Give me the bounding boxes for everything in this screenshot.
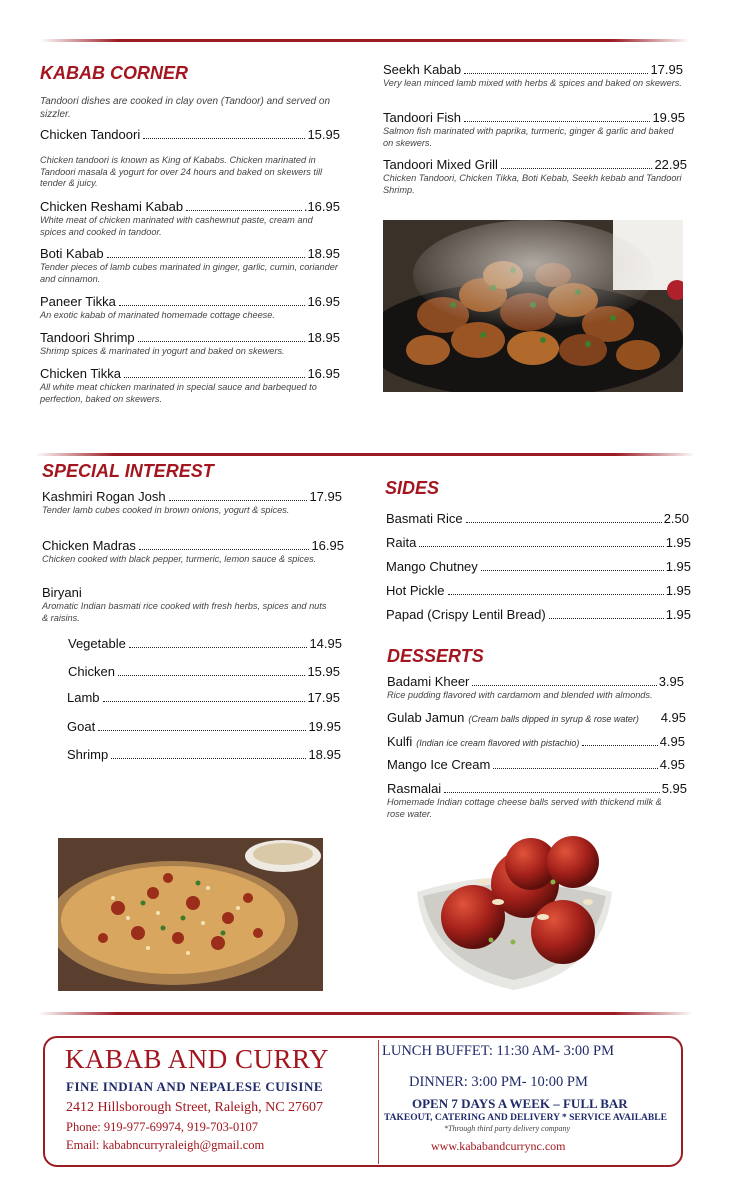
dot-leader: [549, 618, 664, 619]
tandoori-platter-illustration: [383, 220, 683, 392]
item-price: 1.95: [665, 559, 691, 574]
item-description: Very lean minced lamb mixed with herbs & spices and baked on skewers.: [383, 78, 682, 88]
item-name: Paneer Tikka: [40, 294, 116, 309]
service-availability: TAKEOUT, CATERING AND DELIVERY * SERVICE AVAILABLE: [384, 1113, 667, 1123]
item-price: 18.95: [307, 330, 340, 345]
menu-item-tandoori-mixed-grill: [383, 157, 687, 196]
kabab-corner-intro: Tandoori dishes are cooked in clay oven (Tandoor) and served on sizzler.: [40, 96, 330, 120]
item-price: 19.95: [652, 110, 685, 125]
item-name: Boti Kabab: [40, 246, 104, 261]
item-name: Chicken Reshami Kabab: [40, 199, 184, 214]
menu-item-chicken-tandoori: [40, 127, 340, 142]
item-description: All white meat chicken marinated in special sauce and barbequed to perfection, baked on skewers.: [40, 382, 317, 404]
biryani-photo: [58, 838, 323, 991]
dot-leader: [642, 721, 659, 722]
menu-item-chicken-tikka: [40, 366, 340, 405]
item-price: 3.95: [658, 674, 684, 689]
item-name: Mango Ice Cream: [387, 757, 491, 772]
dot-leader: [186, 210, 302, 211]
item-price: 14.95: [309, 636, 342, 651]
dot-leader: [472, 685, 656, 686]
dot-leader: [107, 257, 306, 258]
bottom-divider: [38, 1012, 693, 1015]
item-name: Shrimp: [67, 747, 109, 762]
side-mango-chutney: [386, 559, 691, 574]
item-description: Chicken Tandoori, Chicken Tikka, Boti Kebab, Seekh kebab and Tandoori Shrimp.: [383, 173, 682, 195]
dot-leader: [139, 549, 310, 550]
dot-leader: [111, 758, 306, 759]
gulab-jamun-photo: [413, 822, 616, 994]
item-name: Raita: [386, 535, 417, 550]
item-name: Tandoori Mixed Grill: [383, 157, 498, 172]
item-price: 1.95: [665, 583, 691, 598]
item-price: 1.95: [665, 607, 691, 622]
restaurant-phone: Phone: 919-977-69974, 919-703-0107: [66, 1120, 258, 1134]
middle-divider: [35, 453, 695, 456]
item-name: Chicken: [68, 664, 115, 679]
item-description: An exotic kabab of marinated homemade cottage cheese.: [40, 310, 275, 320]
item-price: 2.50: [663, 511, 689, 526]
biryani-option-shrimp: [67, 747, 341, 762]
dot-leader: [119, 305, 306, 306]
item-price: 16.95: [307, 366, 340, 381]
dot-leader: [493, 768, 657, 769]
item-description: Aromatic Indian basmati rice cooked with fresh herbs, spices and nuts & raisins.: [42, 601, 327, 623]
dot-leader: [448, 594, 664, 595]
dessert-mango-ice-cream: [387, 757, 685, 772]
dot-leader: [501, 168, 653, 169]
website-link[interactable]: www.kababandcurrync.com: [431, 1139, 566, 1153]
side-papad: [386, 607, 691, 622]
item-price: 15.95: [307, 127, 340, 142]
biryani-option-chicken: [68, 664, 340, 679]
item-name: Tandoori Shrimp: [40, 330, 135, 345]
menu-item-description: [40, 154, 340, 190]
dot-leader: [98, 730, 306, 731]
item-name: Vegetable: [68, 636, 126, 651]
menu-item-boti-kabab: [40, 246, 340, 285]
footer-divider: [378, 1040, 379, 1164]
menu-item-seekh-kabab: [383, 62, 683, 90]
item-name: Mango Chutney: [386, 559, 478, 574]
item-description: Shrimp spices & marinated in yogurt and baked on skewers.: [40, 346, 285, 356]
side-basmati-rice: [386, 511, 689, 526]
dot-leader: [481, 570, 664, 571]
item-name: Lamb: [67, 690, 100, 705]
dot-leader: [118, 675, 305, 676]
menu-item-tandoori-fish: [383, 110, 685, 149]
item-price: 5.95: [661, 781, 687, 796]
item-name: Kashmiri Rogan Josh: [42, 489, 166, 504]
item-description: Tender pieces of lamb cubes marinated in ginger, garlic, cumin, coriander and cinnamon.: [40, 262, 338, 284]
item-name: Biryani: [42, 585, 82, 600]
item-description: Rice pudding flavored with cardamom and blended with almonds.: [387, 690, 653, 700]
menu-item-biryani: [42, 585, 332, 624]
dot-leader: [169, 500, 308, 501]
menu-item-paneer-tikka: [40, 294, 340, 322]
menu-item-chicken-madras: [42, 538, 344, 566]
item-name: Rasmalai: [387, 781, 442, 796]
item-name: Tandoori Fish: [383, 110, 462, 125]
menu-item-kashmiri-rogan-josh: [42, 489, 342, 517]
dot-leader: [582, 745, 657, 746]
dinner-hours: DINNER: 3:00 PM- 10:00 PM: [409, 1074, 588, 1090]
item-price: 1.95: [665, 535, 691, 550]
item-name: Chicken Madras: [42, 538, 136, 553]
item-name: Basmati Rice: [386, 511, 463, 526]
restaurant-tagline: FINE INDIAN AND NEPALESE CUISINE: [66, 1079, 324, 1094]
item-description: Salmon fish marinated with paprika, turmeric, ginger & garlic and baked on skewers.: [383, 126, 674, 148]
item-name: Chicken Tandoori: [40, 127, 141, 142]
service-note: *Through third party delivery company: [444, 1124, 571, 1133]
side-hot-pickle: [386, 583, 691, 598]
item-price: 4.95: [659, 757, 685, 772]
item-description: Chicken tandoori is known as King of Kababs. Chicken marinated in Tandoori masala & yogurt for over 24 hours and baked on skewers till tender & juicy.: [40, 155, 323, 188]
item-description: Chicken cooked with black pepper, turmeric, lemon sauce & spices.: [42, 554, 317, 564]
restaurant-name: KABAB AND CURRY: [65, 1044, 330, 1074]
item-price: 16.95: [311, 538, 344, 553]
dot-leader: [466, 522, 662, 523]
item-name: Papad (Crispy Lentil Bread): [386, 607, 546, 622]
item-name: Seekh Kabab: [383, 62, 462, 77]
menu-item-chicken-reshami-kabab: [40, 199, 340, 238]
top-divider: [40, 39, 690, 42]
item-price: 17.95: [307, 690, 340, 705]
item-name: Hot Pickle: [386, 583, 445, 598]
dot-leader: [464, 73, 648, 74]
kabab-corner-heading: KABAB CORNER: [40, 63, 188, 83]
lunch-buffet-hours: LUNCH BUFFET: 11:30 AM- 3:00 PM: [382, 1043, 614, 1059]
dessert-rasmalai: [387, 781, 687, 820]
dot-leader: [103, 701, 306, 702]
side-raita: [386, 535, 691, 550]
item-note: (Indian ice cream flavored with pistachio): [416, 738, 580, 748]
biryani-option-lamb: [67, 690, 340, 705]
restaurant-email: Email: kababncurryraleigh@gmail.com: [66, 1138, 265, 1152]
item-price: 17.95: [309, 489, 342, 504]
special-interest-heading: SPECIAL INTEREST: [42, 461, 214, 481]
dot-leader: [143, 138, 305, 139]
dot-leader: [444, 792, 660, 793]
dot-leader: [138, 341, 306, 342]
item-description: Tender lamb cubes cooked in brown onions, yogurt & spices.: [42, 505, 290, 515]
item-price: 16.95: [307, 294, 340, 309]
item-name: Badami Kheer: [387, 674, 470, 689]
dessert-kulfi: [387, 734, 685, 749]
item-price: 15.95: [307, 664, 340, 679]
item-price: 4.95: [659, 734, 685, 749]
dessert-badami-kheer: [387, 674, 684, 702]
dot-leader: [464, 121, 650, 122]
dot-leader: [124, 377, 306, 378]
desserts-heading: DESSERTS: [387, 646, 484, 666]
menu-item-tandoori-shrimp: [40, 330, 340, 358]
item-price: 19.95: [308, 719, 341, 734]
item-name: Kulfi: [387, 734, 413, 749]
item-note: (Cream balls dipped in syrup & rose water): [468, 714, 639, 724]
open-days: OPEN 7 DAYS A WEEK – FULL BAR: [412, 1096, 628, 1111]
item-price: 22.95: [654, 157, 687, 172]
biryani-illustration: [58, 838, 323, 991]
item-name: Goat: [67, 719, 96, 734]
item-description: Homemade Indian cottage cheese balls served with thickend milk & rose water.: [387, 797, 662, 819]
biryani-option-goat: [67, 719, 341, 734]
item-price: .16.95: [303, 199, 340, 214]
dot-leader: [419, 546, 663, 547]
dessert-gulab-jamun: [387, 710, 686, 725]
gulab-jamun-illustration: [413, 822, 616, 994]
item-name: Chicken Tikka: [40, 366, 121, 381]
item-price: 18.95: [308, 747, 341, 762]
restaurant-address: 2412 Hillsborough Street, Raleigh, NC 27607: [66, 1100, 324, 1115]
item-price: 18.95: [307, 246, 340, 261]
item-name: Gulab Jamun: [387, 710, 465, 725]
tandoori-platter-photo: [383, 220, 683, 392]
item-price: 4.95: [660, 710, 686, 725]
sides-heading: SIDES: [385, 478, 440, 498]
biryani-option-vegetable: [68, 636, 342, 651]
item-price: 17.95: [650, 62, 683, 77]
item-description: White meat of chicken marinated with cashewnut paste, cream and spices and cooked in tandoor.: [40, 215, 313, 237]
dot-leader: [129, 647, 308, 648]
